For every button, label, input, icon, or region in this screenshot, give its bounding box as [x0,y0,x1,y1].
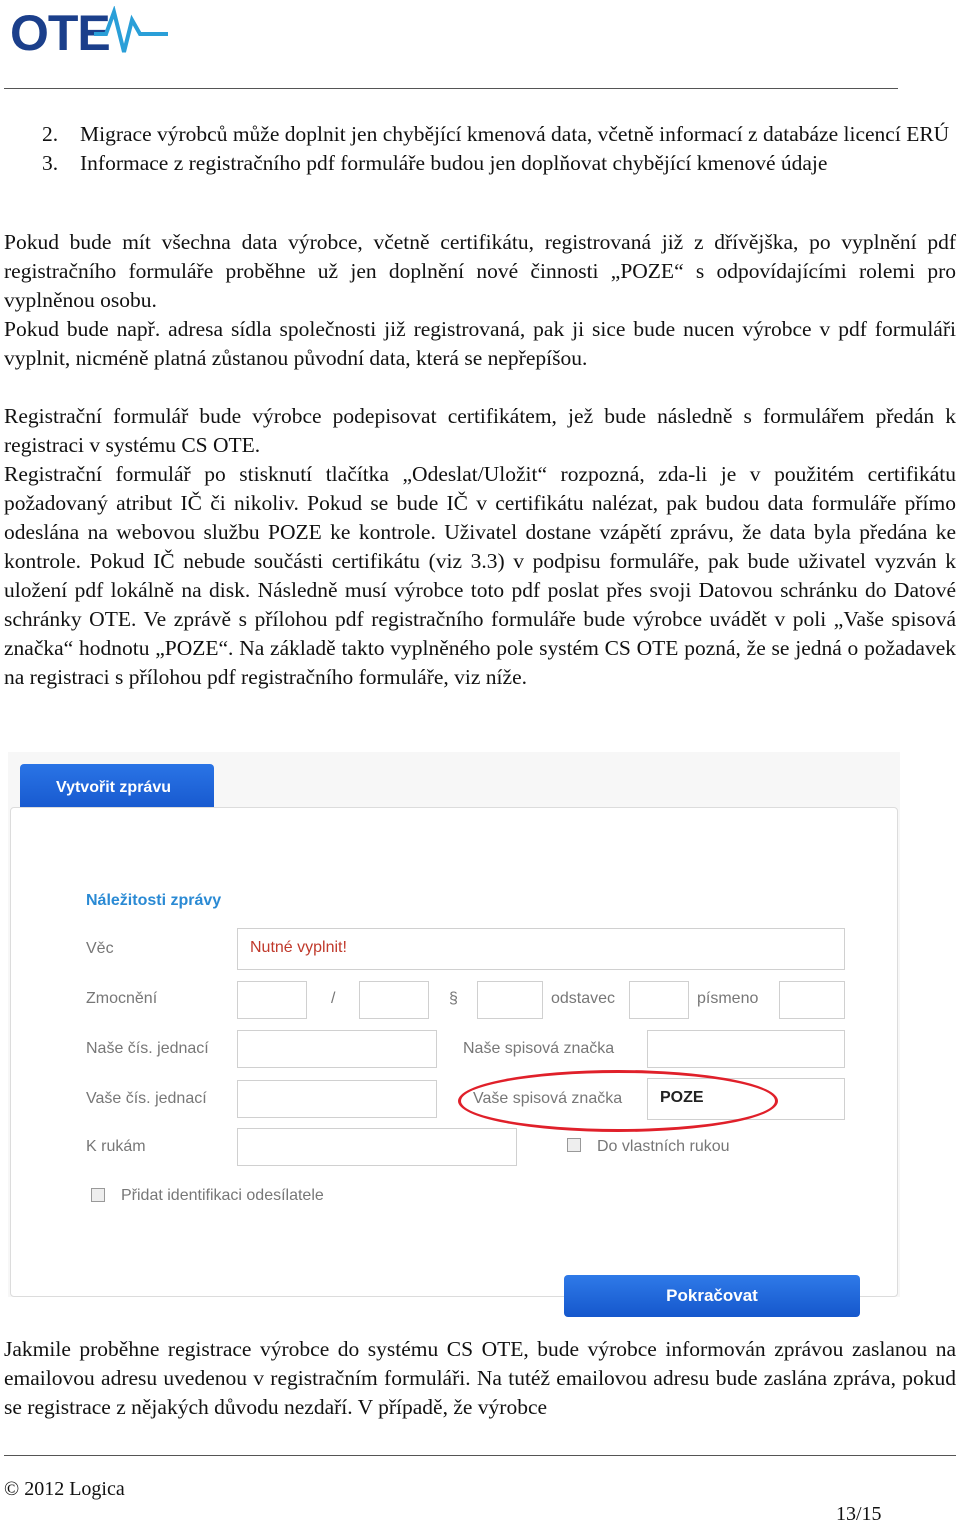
paragraph: Pokud bude mít všechna data výrobce, včetně certifikátu, registrovaná již z dřívějška, po vyplnění pdf registračního formuláře proběhne už jen doplnění nové činnosti „POZE“ s odpovídajícími rolemi pro vyplněnou osobu. [4,230,956,312]
pismeno-input[interactable] [779,981,845,1019]
continue-button[interactable]: Pokračovat [564,1275,860,1317]
list-text: Migrace výrobců může doplnit jen chybějící kmenová data, včetně informací z databáze licencí ERÚ [80,122,950,146]
our-ref-input[interactable] [237,1030,437,1068]
paragraph: Jakmile proběhne registrace výrobce do systému CS OTE, bude výrobce informován zprávou zaslanou na emailovou adresu uvedenou v registračním formuláři. Na tutéž emailovou adresu bude zaslána zpráva, pokud se registrace z nějakých důvodu nezdaří. V případě, že výrobce [4,1337,956,1419]
authorization-number-input[interactable] [237,981,307,1019]
add-sender-checkbox[interactable] [91,1188,105,1202]
list-number: 2. [42,122,59,146]
paragraph-sign-label: § [449,990,458,1007]
authorization-year-input[interactable] [359,981,429,1019]
our-file-label: Naše spisová značka [463,1040,615,1057]
your-ref-label: Vaše čís. jednací [86,1090,207,1107]
paragraph: Registrační formulář bude výrobce podepisovat certifikátem, jež bude následně s formulářem předán k registraci v systému CS OTE. [4,404,956,457]
list-text: Informace z registračního pdf formuláře budou jen doplňovat chybějící kmenové údaje [80,151,828,175]
subject-input[interactable]: Nutné vyplnit! [237,928,845,970]
page-number: 13/15 [836,1503,882,1525]
list-number: 3. [42,151,59,175]
highlight-ellipse [458,1070,778,1132]
form-panel [10,807,898,1305]
form-screenshot [8,752,900,1305]
paragraph: Pokud bude např. adresa sídla společnosti již registrovaná, pak ji sice bude nucen výrobce v pdf formuláři vyplnit, nicméně platná zůstanou původní data, která se nepřepíšou. [4,317,956,370]
tab-create-message[interactable]: Vytvořit zprávu [20,764,214,814]
to-hands-input[interactable] [237,1128,517,1166]
list-item [4,149,956,178]
own-hands-label: Do vlastních rukou [597,1138,730,1155]
add-sender-label: Přidat identifikaci odesílatele [121,1187,324,1204]
our-file-input[interactable] [647,1030,845,1068]
your-ref-input[interactable] [237,1080,437,1118]
own-hands-checkbox[interactable] [567,1138,581,1152]
slash-label: / [331,990,336,1007]
to-hands-label: K rukám [86,1138,146,1155]
paragraph-input[interactable] [477,981,543,1019]
paragraph: Registrační formulář po stisknutí tlačítka „Odeslat/Uložit“ rozpozná, zda-li je v použitém certifikátu požadovaný atribut IČ či nikoliv. Pokud se bude IČ v certifikátu nalézat, pak budou data formuláře přímo odeslána na webovou službu POZE ke kontrole. Uživatel dostane vzápětí zprávu, že data byla předána ke kontrole. Pokud IČ nebude součásti certifikátu (viz 3.3) v podpisu formuláře, pak bude uživatel vyzván k uložení pdf lokálně na disk. Následně musí výrobce toto pdf poslat přes svoji Datovou schránku do Datové schránky OTE. Ve zprávě s přílohou pdf registračního formuláře bude výrobce uvádět v poli „Vaše spisová značka“ hodnotu „POZE“. Na základě takto vyplněného pole systém CS OTE pozná, že se jedná o požadavek na registraci s přílohou pdf registračního formuláře, viz níže. [4,462,956,689]
your-file-label: Vaše spisová značka [473,1090,623,1107]
subject-label: Věc [86,940,114,957]
copyright: © 2012 Logica [4,1478,125,1500]
list-item [4,120,956,149]
logo-text: OTE [10,6,110,56]
numbered-list [4,120,956,178]
your-file-input[interactable]: POZE [647,1078,845,1120]
authorization-label: Zmocnění [86,990,158,1007]
section-title: Náležitosti zprávy [86,892,222,909]
our-ref-label: Naše čís. jednací [86,1040,209,1057]
pismeno-label: písmeno [697,990,759,1007]
ote-logo [10,6,170,56]
odstavec-input[interactable] [629,981,689,1019]
header-rule [4,88,898,89]
odstavec-label: odstavec [551,990,616,1007]
footer-rule [4,1455,956,1456]
